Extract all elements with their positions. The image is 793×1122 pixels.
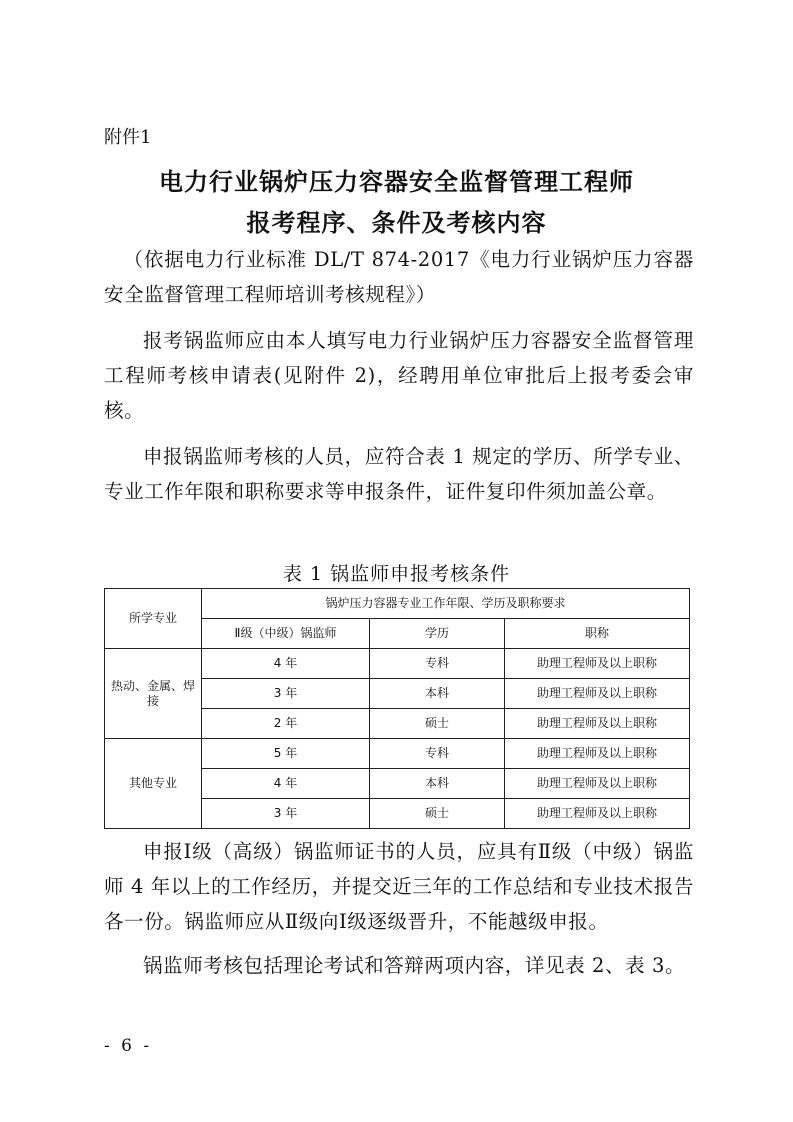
table-row	[105, 739, 690, 769]
title-cell: 助理工程师及以上职称	[505, 799, 690, 829]
education-cell: 专科	[370, 649, 505, 679]
header-major: 所学专业	[105, 589, 202, 649]
years-cell: 2 年	[202, 709, 370, 739]
title-cell: 助理工程师及以上职称	[505, 739, 690, 769]
education-cell: 硕士	[370, 709, 505, 739]
years-cell: 3 年	[202, 679, 370, 709]
education-cell: 本科	[370, 769, 505, 799]
years-cell: 3 年	[202, 799, 370, 829]
document-title: 电力行业锅炉压力容器安全监督管理工程师	[159, 168, 634, 196]
header-years: Ⅱ级（中级）锅监师	[202, 619, 370, 649]
table-row	[105, 649, 690, 679]
major-cell: 热动、金属、焊接	[105, 649, 202, 739]
title-cell: 助理工程师及以上职称	[505, 769, 690, 799]
years-cell: 4 年	[202, 649, 370, 679]
conditions-paragraph: 申报锅监师考核的人员，应符合表 1 规定的学历、所学专业、专业工作年限和职称要求等申报条件，证件复印件须加盖公章。	[104, 445, 694, 503]
header-title: 职称	[505, 619, 690, 649]
education-cell: 硕士	[370, 799, 505, 829]
exam-content-paragraph: 锅监师考核包括理论考试和答辩两项内容，详见表 2、表 3。	[143, 954, 686, 977]
title-cell: 助理工程师及以上职称	[505, 679, 690, 709]
table-caption: 表 1 锅监师申报考核条件	[282, 563, 511, 585]
education-cell: 专科	[370, 739, 505, 769]
header-education: 学历	[370, 619, 505, 649]
senior-requirements-paragraph: 申报Ⅰ级（高级）锅监师证书的人员，应具有Ⅱ级（中级）锅监师 4 年以上的工作经历，并提交近三年的工作总结和专业技术报告各一份。锅监师应从Ⅱ级向Ⅰ级逐级晋升，不能越级申报。	[104, 840, 694, 933]
education-cell: 本科	[370, 679, 505, 709]
conditions-table	[104, 588, 690, 829]
years-cell: 4 年	[202, 769, 370, 799]
title-cell: 助理工程师及以上职称	[505, 709, 690, 739]
document-subtitle: 报考程序、条件及考核内容	[246, 209, 547, 237]
major-cell: 其他专业	[105, 739, 202, 829]
header-span: 锅炉压力容器专业工作年限、学历及职称要求	[202, 589, 690, 619]
page-number: - 6 -	[104, 1036, 153, 1056]
table-header-row	[105, 589, 690, 619]
application-paragraph: 报考锅监师应由本人填写电力行业锅炉压力容器安全监督管理工程师考核申请表(见附件 2)，经聘用单位审批后上报考委会审核。	[104, 329, 694, 422]
title-cell: 助理工程师及以上职称	[505, 649, 690, 679]
basis-paragraph: （依据电力行业标准 DL/T 874-2017《电力行业锅炉压力容器安全监督管理工程师培训考核规程》）	[104, 248, 694, 306]
attachment-label: 附件1	[104, 127, 152, 148]
years-cell: 5 年	[202, 739, 370, 769]
